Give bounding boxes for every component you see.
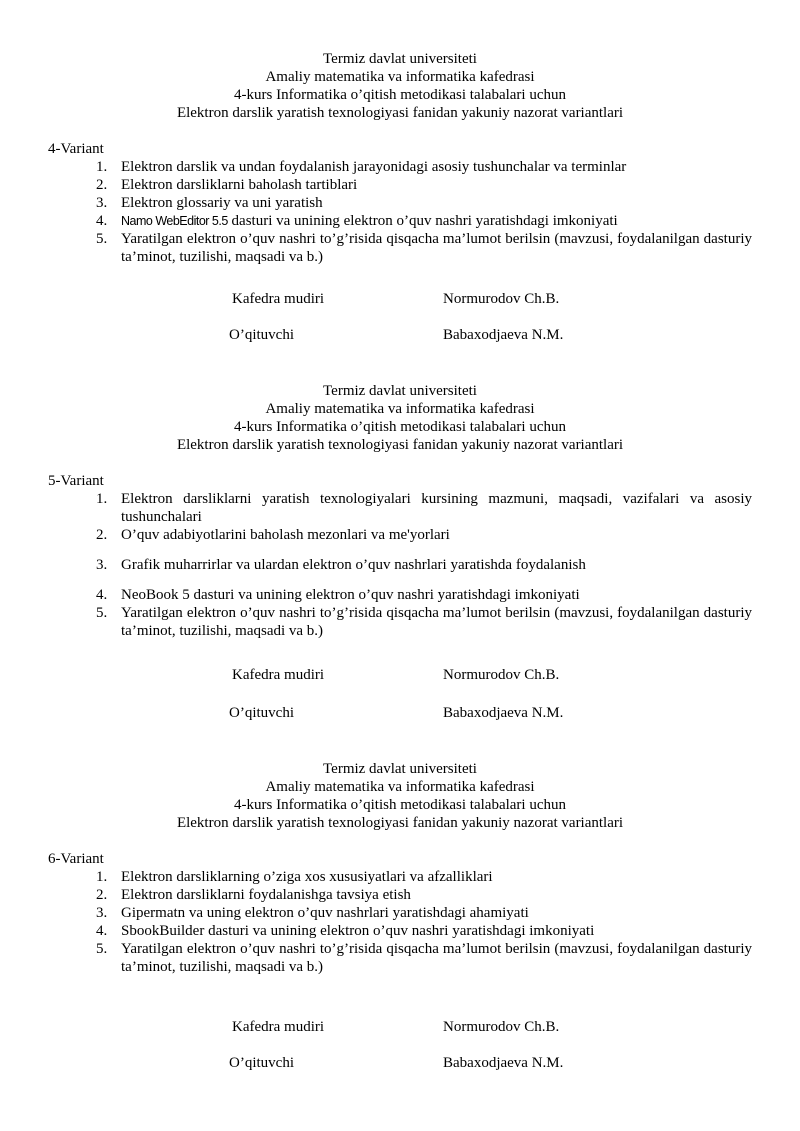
document-header xyxy=(0,50,800,122)
question-text: Elektron darsliklarning o’ziga xos xususiyatlari va afzalliklari xyxy=(121,869,493,885)
variant-sheet-6 xyxy=(0,760,800,976)
question-text: Yaratilgan elektron o’quv nashri to’g’risida qisqacha ma’lumot berilsin (mavzusi, foydalanilgan dasturiy ta’minot, tuzilishi, maqsadi va b.) xyxy=(121,231,752,265)
subject-line: Elektron darslik yaratish texnologiyasi fanidan yakuniy nazorat variantlari xyxy=(176,105,624,121)
teacher-role: O’qituvchi xyxy=(229,1055,294,1071)
question-number: 1. xyxy=(96,869,108,885)
question-text: Grafik muharrirlar va ulardan elektron o’quv nashrlari yaratishda foydalanish xyxy=(121,557,586,573)
question-text: Elektron glossariy va uni yaratish xyxy=(121,195,323,211)
subject-line: Elektron darslik yaratish texnologiyasi fanidan yakuniy nazorat variantlari xyxy=(176,437,624,453)
course-line: 4-kurs Informatika o’qitish metodikasi talabalari uchun xyxy=(234,419,566,435)
question-number: 1. xyxy=(96,159,108,175)
question-number: 3. xyxy=(96,905,108,921)
question-text: Yaratilgan elektron o’quv nashri to’g’risida qisqacha ma’lumot berilsin (mavzusi, foydalanilgan dasturiy ta’minot, tuzilishi, maqsadi va b.) xyxy=(121,941,752,975)
department-name: Amaliy matematika va informatika kafedrasi xyxy=(265,779,535,795)
list-item xyxy=(0,230,800,266)
document-header xyxy=(0,760,800,832)
list-item xyxy=(0,886,800,904)
list-item xyxy=(0,904,800,922)
question-list xyxy=(0,490,800,640)
head-name: Normurodov Ch.B. xyxy=(443,667,560,683)
question-number: 2. xyxy=(96,527,108,543)
question-text: Gipermatn va uning elektron o’quv nashrlari yaratishdagi ahamiyati xyxy=(121,905,529,921)
department-name: Amaliy matematika va informatika kafedrasi xyxy=(265,401,535,417)
signature-row-head xyxy=(0,666,800,684)
variant-title: 4-Variant xyxy=(48,141,104,157)
question-list xyxy=(0,158,800,266)
question-text: Yaratilgan elektron o’quv nashri to’g’risida qisqacha ma’lumot berilsin (mavzusi, foydalanilgan dasturiy ta’minot, tuzilishi, maqsadi va b.) xyxy=(121,605,752,639)
list-item xyxy=(0,158,800,176)
list-item xyxy=(0,194,800,212)
signature-row-teacher xyxy=(0,326,800,344)
teacher-role: O’qituvchi xyxy=(229,327,294,343)
question-text: Elektron darsliklarni foydalanishga tavsiya etish xyxy=(121,887,411,903)
signature-row-teacher xyxy=(0,1054,800,1072)
list-item xyxy=(0,176,800,194)
question-number: 2. xyxy=(96,887,108,903)
question-number: 2. xyxy=(96,177,108,193)
signature-row-head xyxy=(0,1018,800,1036)
teacher-name: Babaxodjaeva N.M. xyxy=(443,705,564,721)
university-name: Termiz davlat universiteti xyxy=(323,383,477,399)
variant-sheet-4 xyxy=(0,50,800,266)
list-item xyxy=(0,212,800,230)
head-role: Kafedra mudiri xyxy=(232,291,325,307)
list-item xyxy=(0,940,800,976)
question-text: dasturi va unining elektron o’quv nashri yaratishdagi imkoniyati xyxy=(227,213,618,229)
question-number: 5. xyxy=(96,605,108,621)
signature-row-teacher xyxy=(0,704,800,722)
head-name: Normurodov Ch.B. xyxy=(443,291,560,307)
question-text: SbookBuilder dasturi va unining elektron o’quv nashri yaratishdagi imkoniyati xyxy=(121,923,595,939)
head-role: Kafedra mudiri xyxy=(232,667,325,683)
list-item xyxy=(0,526,800,544)
question-number: 4. xyxy=(96,587,108,603)
list-item xyxy=(0,490,800,526)
question-text: NeoBook 5 dasturi va unining elektron o’quv nashri yaratishdagi imkoniyati xyxy=(121,587,580,603)
software-name: Namo WebEditor 5.5 xyxy=(121,214,228,228)
question-number: 4. xyxy=(96,213,108,229)
teacher-name: Babaxodjaeva N.M. xyxy=(443,1055,564,1071)
teacher-role: O’qituvchi xyxy=(229,705,294,721)
question-number: 3. xyxy=(96,195,108,211)
head-name: Normurodov Ch.B. xyxy=(443,1019,560,1035)
question-number: 5. xyxy=(96,941,108,957)
variant-title: 5-Variant xyxy=(48,473,104,489)
question-text: O’quv adabiyotlarini baholash mezonlari va me'yorlari xyxy=(121,527,450,543)
question-text: Elektron darsliklarni baholash tartiblari xyxy=(121,177,358,193)
variant-title: 6-Variant xyxy=(48,851,104,867)
course-line: 4-kurs Informatika o’qitish metodikasi talabalari uchun xyxy=(234,87,566,103)
question-number: 1. xyxy=(96,491,108,507)
list-item xyxy=(0,586,800,604)
question-text: Elektron darsliklarni yaratish texnologiyalari kursining mazmuni, maqsadi, vazifalari va asosiy tushunchalari xyxy=(121,491,752,525)
question-number: 3. xyxy=(96,557,108,573)
list-item xyxy=(0,556,800,574)
signature-row-head xyxy=(0,290,800,308)
list-item xyxy=(0,604,800,640)
list-item xyxy=(0,868,800,886)
question-text: Elektron darslik va undan foydalanish jarayonidagi asosiy tushunchalar va terminlar xyxy=(121,159,627,175)
department-name: Amaliy matematika va informatika kafedrasi xyxy=(265,69,535,85)
head-role: Kafedra mudiri xyxy=(232,1019,325,1035)
question-number: 4. xyxy=(96,923,108,939)
subject-line: Elektron darslik yaratish texnologiyasi fanidan yakuniy nazorat variantlari xyxy=(176,815,624,831)
university-name: Termiz davlat universiteti xyxy=(323,761,477,777)
course-line: 4-kurs Informatika o’qitish metodikasi talabalari uchun xyxy=(234,797,566,813)
list-item xyxy=(0,922,800,940)
variant-sheet-5 xyxy=(0,382,800,640)
university-name: Termiz davlat universiteti xyxy=(323,51,477,67)
question-list xyxy=(0,868,800,976)
question-number: 5. xyxy=(96,231,108,247)
teacher-name: Babaxodjaeva N.M. xyxy=(443,327,564,343)
document-header xyxy=(0,382,800,454)
